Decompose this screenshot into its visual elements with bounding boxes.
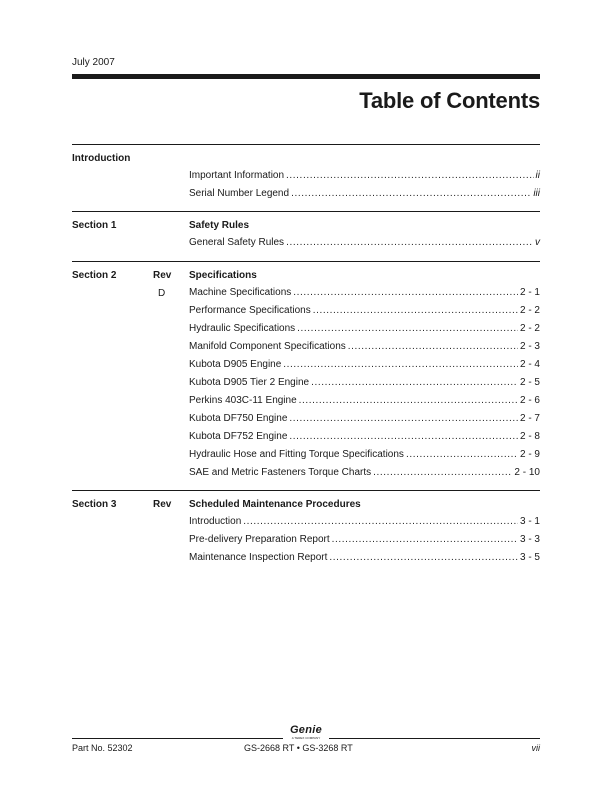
rev-label: Rev bbox=[153, 499, 172, 510]
rule-section-1 bbox=[72, 211, 540, 212]
toc-entry[interactable] bbox=[189, 320, 540, 338]
entry-page: 2 - 6 bbox=[519, 395, 540, 406]
section-label: Section 1 bbox=[72, 220, 117, 231]
toc-entries bbox=[189, 513, 540, 567]
toc-entry[interactable] bbox=[189, 284, 540, 302]
entry-title: Kubota D905 Tier 2 Engine bbox=[189, 377, 310, 388]
section-title: Specifications bbox=[189, 270, 257, 281]
footer-line-right bbox=[329, 738, 540, 739]
entry-title: Hydraulic Hose and Fitting Torque Specifications bbox=[189, 449, 404, 460]
entry-title: General Safety Rules bbox=[189, 237, 285, 248]
entry-page: 2 - 9 bbox=[519, 449, 540, 460]
toc-entry[interactable] bbox=[189, 464, 540, 482]
dot-leader bbox=[329, 549, 518, 567]
dot-leader bbox=[283, 356, 518, 374]
toc-entry[interactable] bbox=[189, 338, 540, 356]
dot-leader bbox=[373, 464, 512, 482]
toc-entry[interactable] bbox=[189, 234, 540, 252]
toc-entry[interactable] bbox=[189, 549, 540, 567]
entry-page: 2 - 4 bbox=[519, 359, 540, 370]
logo-subtitle: A TEREX COMPANY bbox=[291, 736, 321, 740]
entry-title: Manifold Component Specifications bbox=[189, 341, 346, 352]
entry-page: 3 - 1 bbox=[519, 516, 540, 527]
rule-section-2 bbox=[72, 261, 540, 262]
toc-entry[interactable] bbox=[189, 374, 540, 392]
entry-title: SAE and Metric Fasteners Torque Charts bbox=[189, 467, 372, 478]
dot-leader bbox=[243, 513, 518, 531]
rule-section-3 bbox=[72, 490, 540, 491]
entry-title: Performance Specifications bbox=[189, 305, 311, 316]
genie-logo bbox=[287, 725, 325, 740]
entry-title: Kubota DF752 Engine bbox=[189, 431, 288, 442]
toc-entries bbox=[189, 234, 540, 252]
entry-page: 3 - 5 bbox=[519, 552, 540, 563]
toc-entry[interactable] bbox=[189, 428, 540, 446]
section-label: Introduction bbox=[72, 153, 131, 164]
footer-line-left bbox=[72, 738, 283, 739]
rule-top bbox=[72, 144, 540, 145]
entry-title: Perkins 403C-11 Engine bbox=[189, 395, 297, 406]
entry-page: 3 - 3 bbox=[519, 534, 540, 545]
dot-leader bbox=[406, 446, 518, 464]
date-label: July 2007 bbox=[72, 57, 115, 68]
entry-title: Maintenance Inspection Report bbox=[189, 552, 328, 563]
dot-leader bbox=[291, 185, 531, 203]
logo-name: Genie bbox=[289, 724, 323, 736]
dot-leader bbox=[313, 302, 518, 320]
entry-title: Serial Number Legend bbox=[189, 188, 290, 199]
entry-title: Machine Specifications bbox=[189, 287, 292, 298]
dot-leader bbox=[286, 234, 533, 252]
page-title: Table of Contents bbox=[359, 88, 540, 113]
toc-entries bbox=[189, 167, 540, 203]
model-numbers: GS-2668 RT • GS-3268 RT bbox=[244, 743, 353, 753]
entry-page: 2 - 2 bbox=[519, 305, 540, 316]
entry-title: Kubota DF750 Engine bbox=[189, 413, 288, 424]
dot-leader bbox=[293, 284, 518, 302]
entry-page: 2 - 5 bbox=[519, 377, 540, 388]
toc-entries bbox=[189, 284, 540, 482]
toc-entry[interactable] bbox=[189, 531, 540, 549]
section-title: Scheduled Maintenance Procedures bbox=[189, 499, 361, 510]
dot-leader bbox=[286, 167, 534, 185]
toc-entry[interactable] bbox=[189, 167, 540, 185]
section-title: Safety Rules bbox=[189, 220, 250, 231]
entry-title: Introduction bbox=[189, 516, 242, 527]
entry-title: Kubota D905 Engine bbox=[189, 359, 282, 370]
entry-page: ii bbox=[535, 170, 540, 181]
section-label: Section 2 bbox=[72, 270, 117, 281]
dot-leader bbox=[289, 428, 518, 446]
rev-label: Rev bbox=[153, 270, 172, 281]
dot-leader bbox=[332, 531, 518, 549]
toc-entry[interactable] bbox=[189, 392, 540, 410]
entry-page: 2 - 7 bbox=[519, 413, 540, 424]
toc-entry[interactable] bbox=[189, 410, 540, 428]
dot-leader bbox=[299, 392, 518, 410]
toc-entry[interactable] bbox=[189, 356, 540, 374]
entry-page: 2 - 1 bbox=[519, 287, 540, 298]
entry-title: Important Information bbox=[189, 170, 285, 181]
part-number: Part No. 52302 bbox=[72, 743, 133, 753]
page-number: vii bbox=[531, 743, 540, 753]
entry-page: 2 - 10 bbox=[514, 467, 540, 478]
toc-entry[interactable] bbox=[189, 513, 540, 531]
dot-leader bbox=[311, 374, 518, 392]
toc-entry[interactable] bbox=[189, 302, 540, 320]
entry-title: Hydraulic Specifications bbox=[189, 323, 296, 334]
toc-entry[interactable] bbox=[189, 185, 540, 203]
entry-page: 2 - 3 bbox=[519, 341, 540, 352]
entry-page: 2 - 8 bbox=[519, 431, 540, 442]
entry-page: iii bbox=[533, 188, 540, 199]
dot-leader bbox=[289, 410, 518, 428]
entry-page: 2 - 2 bbox=[519, 323, 540, 334]
toc-entry[interactable] bbox=[189, 446, 540, 464]
header-bar bbox=[72, 74, 540, 79]
dot-leader bbox=[348, 338, 518, 356]
rev-value: D bbox=[158, 288, 166, 299]
section-label: Section 3 bbox=[72, 499, 117, 510]
entry-page: v bbox=[535, 237, 540, 248]
entry-title: Pre-delivery Preparation Report bbox=[189, 534, 330, 545]
dot-leader bbox=[297, 320, 518, 338]
